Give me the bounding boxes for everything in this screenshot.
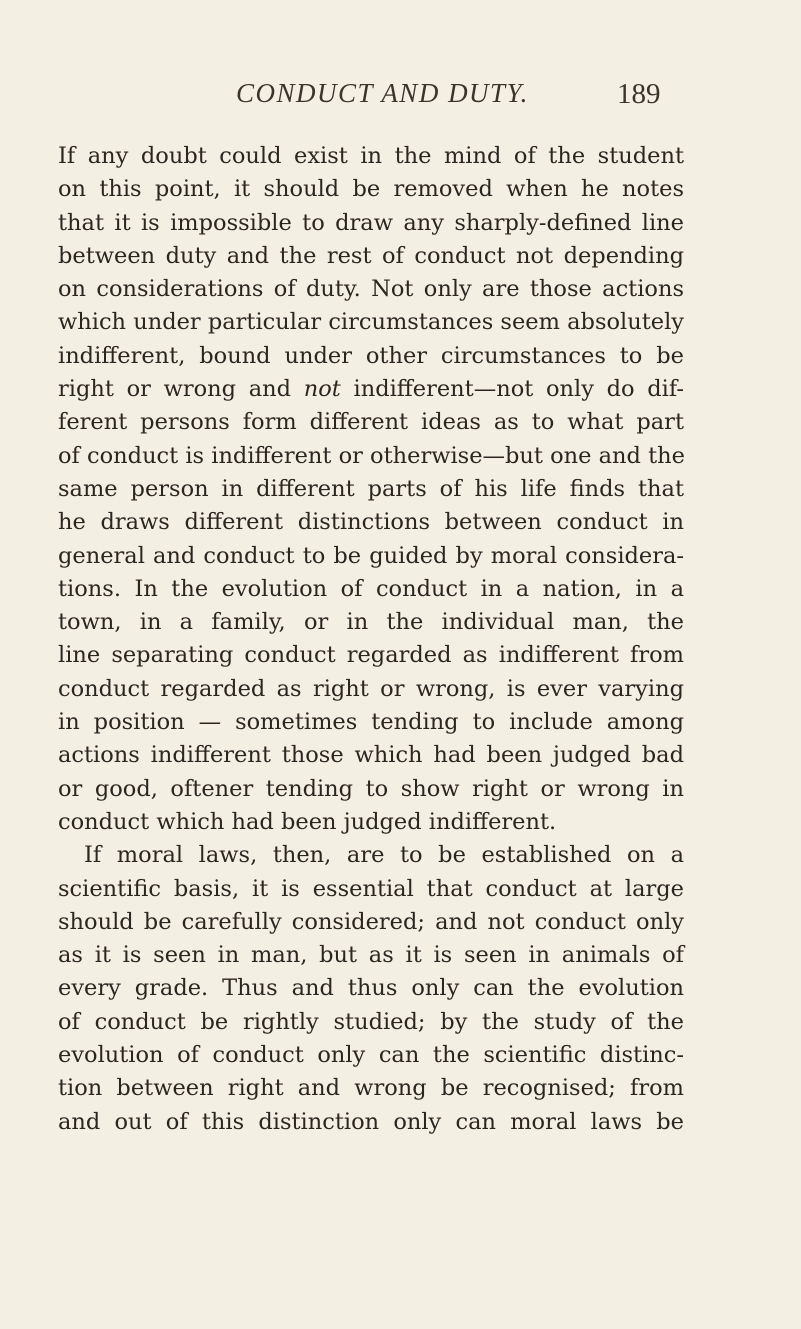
text-line: If any doubt could exist in the mind of the student (58, 143, 684, 169)
text-line: evolution of conduct only can the scientific distinc- (58, 1042, 684, 1069)
text-line: on this point, it should be removed when he notes (58, 176, 684, 203)
paragraph-start-line: If moral laws, then, are to be established on a (84, 842, 684, 869)
page-number: 189 (617, 78, 661, 110)
text-line: general and conduct to be guided by moral considera- (58, 542, 684, 569)
text-line: town, in a family, or in the individual man, the (58, 609, 684, 636)
text-line: tions. In the evolution of conduct in a nation, in a (58, 575, 684, 602)
text-line: or good, oftener tending to show right or wrong in (58, 775, 684, 802)
text-line: of conduct be rightly studied; by the study of the (58, 1008, 684, 1035)
text-segment: indifferent—not only do dif- (340, 376, 684, 403)
text-line: ferent persons form different ideas as to what part (58, 409, 684, 436)
text-line: scientific basis, it is essential that conduct at large (58, 875, 684, 902)
text-line: between duty and the rest of conduct not depending (58, 242, 684, 269)
text-line: indifferent, bound under other circumstances to be (58, 342, 684, 369)
text-line: on considerations of duty. Not only are those actions (58, 276, 684, 303)
italic-emphasis: not (303, 376, 341, 403)
text-line: of conduct is indifferent or otherwise—but one and the (58, 442, 685, 469)
running-head (0, 78, 801, 118)
body-text (58, 140, 684, 1139)
text-line: which under particular circumstances seem absolutely (58, 309, 684, 336)
text-line: line separating conduct regarded as indifferent from (58, 642, 684, 669)
text-line: as it is seen in man, but as it is seen in animals of (58, 942, 684, 969)
text-line: actions indifferent those which had been judged bad (58, 742, 684, 769)
text-line: he draws different distinctions between conduct in (58, 509, 684, 536)
text-segment: right or wrong and (58, 376, 304, 403)
text-line: in position — sometimes tending to include among (58, 709, 684, 736)
text-line: should be carefully considered; and not conduct only (58, 908, 684, 935)
paragraph-end-line: conduct which had been judged indifferent. (58, 808, 557, 835)
text-line: same person in different parts of his life finds that (58, 475, 684, 502)
text-line: that it is impossible to draw any sharply-defined line (58, 209, 684, 236)
text-line: every grade. Thus and thus only can the evolution (58, 975, 684, 1002)
text-line: conduct regarded as right or wrong, is ever varying (58, 675, 684, 702)
text-line-with-italic (58, 373, 684, 406)
text-line: tion between right and wrong be recognised; from (58, 1075, 684, 1102)
text-line: and out of this distinction only can moral laws be (58, 1108, 684, 1135)
running-title: CONDUCT AND DUTY. (236, 78, 529, 108)
